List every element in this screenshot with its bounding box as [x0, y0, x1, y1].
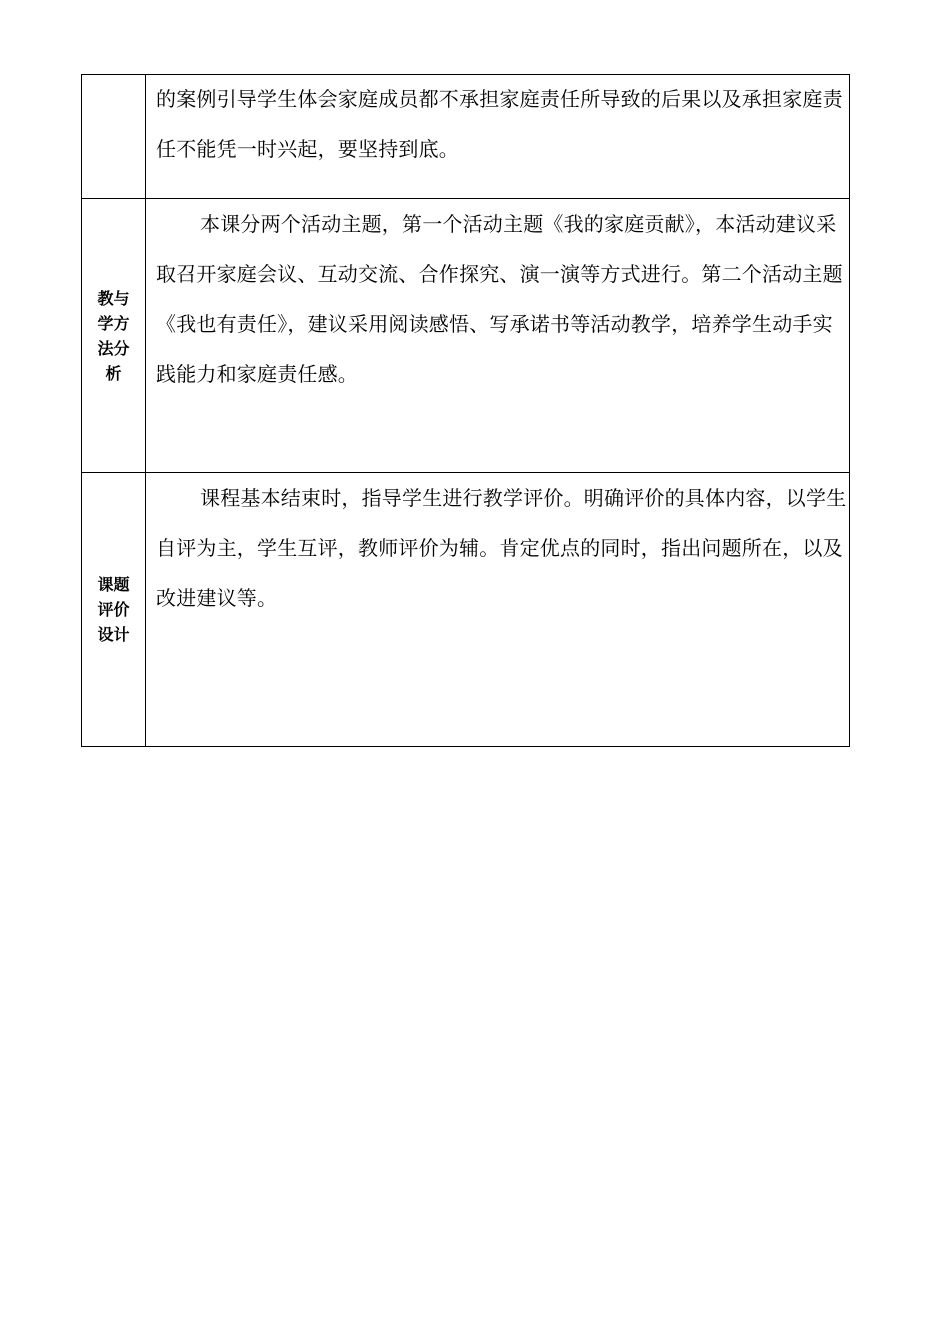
row-content-cell — [146, 473, 850, 747]
row-label-cell — [82, 75, 146, 199]
row-content-evaluation-design: 课程基本结束时，指导学生进行教学评价。明确评价的具体内容，以学生自评为主，学生互评，教师评价为辅。肯定优点的同时，指出问题所在，以及改进建议等。 — [156, 486, 847, 610]
row-label-cell — [82, 473, 146, 747]
table-row — [82, 75, 850, 199]
table-row — [82, 473, 850, 747]
row-content-text: 的案例引导学生体会家庭成员都不承担家庭责任所导致的后果以及承担家庭责任不能凭一时兴起，要坚持到底。 — [156, 87, 843, 161]
row-label-evaluation-design: 课题评价设计 — [97, 575, 130, 644]
row-label-teaching-methods: 教与学方法分析 — [97, 288, 130, 383]
lesson-plan-table — [81, 74, 850, 747]
row-label-cell — [82, 199, 146, 473]
row-content-teaching-methods: 本课分两个活动主题，第一个活动主题《我的家庭贡献》，本活动建议采取召开家庭会议、互动交流、合作探究、演一演等方式进行。第二个活动主题《我也有责任》，建议采用阅读感悟、写承诺书等活动教学，培养学生动手实践能力和家庭责任感。 — [156, 212, 843, 386]
row-content-cell — [146, 75, 850, 199]
table-row — [82, 199, 850, 473]
row-content-cell — [146, 199, 850, 473]
